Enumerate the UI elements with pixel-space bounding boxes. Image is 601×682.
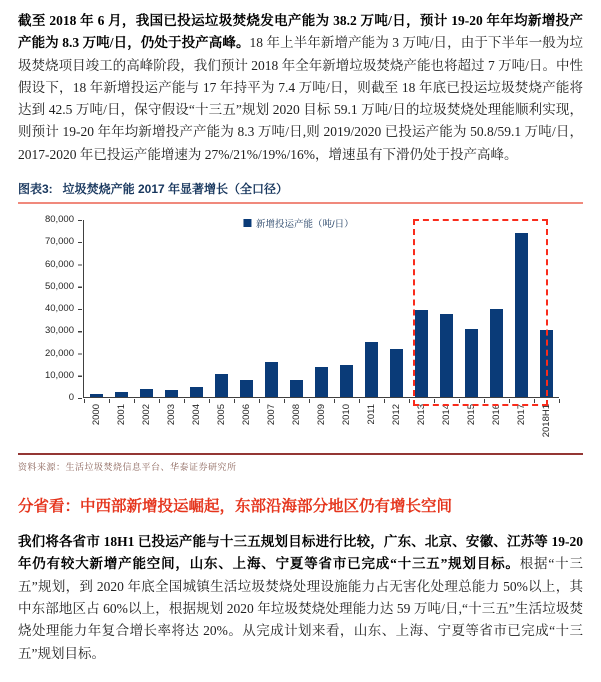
bar-2002: [140, 389, 153, 397]
x-tick: [534, 404, 559, 452]
y-tick-label: 30,000: [44, 325, 74, 337]
x-tick-label: 2014: [441, 404, 452, 426]
y-tick-label: 20,000: [44, 347, 74, 359]
capacity-bar-chart: [18, 211, 583, 444]
x-tick: [159, 404, 184, 452]
bar-2000: [90, 394, 103, 397]
y-tick-label: 70,000: [44, 236, 74, 248]
x-tick-label: 2007: [266, 404, 277, 426]
intro-paragraph: [18, 10, 583, 166]
x-tick: [284, 404, 309, 452]
legend-swatch-icon: [243, 219, 251, 227]
x-tick-label: 2003: [166, 404, 177, 426]
source-note: 资料来源：生活垃圾焚烧信息平台、华泰证券研究所: [18, 462, 237, 473]
x-tick-label: 2005: [216, 404, 227, 426]
bar-2010: [340, 365, 353, 397]
x-tick: [109, 404, 134, 452]
y-tick-label: 80,000: [44, 214, 74, 226]
x-tick: [209, 404, 234, 452]
x-tick: [509, 404, 534, 452]
y-tick-label: 10,000: [44, 369, 74, 381]
y-tick-label: 50,000: [44, 280, 74, 292]
x-tick-label: 2002: [141, 404, 152, 426]
province-paragraph: [18, 531, 583, 665]
y-tick-label: 60,000: [44, 258, 74, 270]
x-tick-label: 2006: [241, 404, 252, 426]
x-tick: [359, 404, 384, 452]
y-tick-label: 0: [68, 392, 74, 404]
x-tick: [334, 404, 359, 452]
x-tick-label: 2010: [341, 404, 352, 426]
bar-2008: [290, 380, 303, 397]
x-tick-label: 2013: [416, 404, 427, 426]
bar-2005: [215, 374, 228, 397]
x-tick: [84, 404, 109, 452]
bar-2012: [390, 349, 403, 397]
legend-label: 新增投运产能（吨/日）: [255, 219, 354, 231]
x-tick: [309, 404, 334, 452]
x-tick-label: 2018H1: [541, 404, 552, 438]
x-tick-label: 2000: [91, 404, 102, 426]
x-tick-label: 2001: [116, 404, 127, 426]
bar-2001: [115, 392, 128, 397]
x-tick-label: 2004: [191, 404, 202, 426]
x-tick: [434, 404, 459, 452]
bar-2009: [315, 367, 328, 397]
x-tick-label: 2009: [316, 404, 327, 426]
intro-paragraph-regular: 18 年上半年新增产能为 3 万吨/日，由于下半年一般为垃圾焚烧项目竣工的高峰阶段，我们预计 2018 年全年新增垃圾焚烧产能也将超过 7 万吨/日。中性假设下，18 年新增投运产能与 17 年持平为 7.4 万吨/日，则截至 18 年底已投运垃圾焚烧产能将达到 42.5 万吨/日，保守假设“十三五”规划 2020 目标 59.1 万吨/日的垃圾焚烧处理能顺利实现，则预计 19-20 年年均新增投产产能为 8.3 万吨/日,则 2019/2020 已投运产能为 50.8/59.1 万吨/日， 2017-2020 年已投运产能增速为 27%/21%/19%/16%，增速虽有下滑仍处于投产高峰。: [18, 35, 583, 162]
chart-legend: [243, 216, 354, 230]
bar-2004: [190, 387, 203, 397]
x-tick: [184, 404, 209, 452]
x-tick-label: 2017: [516, 404, 527, 426]
figure-bottom-rule: [18, 453, 583, 455]
province-paragraph-regular: 根据“十三五”规划，到 2020 年底全国城镇生活垃圾焚烧处理设施能力占无害化处理总能力 50%以上，其中东部地区占 60%以上，根据规划 2020 年垃圾焚烧处理能力达 59 万吨/日,“十三五”生活垃圾焚烧处理能力年复合增长率将达 20%。从完成计划来看，山东、上海、宁夏等省市已完成“十三五”规划目标。: [18, 556, 583, 661]
figure-caption-title: 垃圾焚烧产能 2017 年显著增长（全口径）: [62, 182, 289, 197]
bar-2011: [365, 342, 378, 397]
bar-2007: [265, 362, 278, 397]
figure-caption: [18, 180, 583, 204]
x-tick-label: 2008: [291, 404, 302, 426]
x-tick-label: 2012: [391, 404, 402, 426]
bar-2006: [240, 380, 253, 397]
y-axis-labels: [18, 214, 74, 404]
x-tick: [384, 404, 409, 452]
bar-2003: [165, 390, 178, 397]
x-tick: [409, 404, 434, 452]
plot-area: [83, 220, 559, 438]
x-tick-label: 2015: [466, 404, 477, 426]
figure-caption-label: 图表3:: [18, 182, 53, 197]
intro-paragraph-bold: 截至 2018 年 6 月，我国已投运垃圾焚烧发电产能为 38.2 万吨/日，预计 19-20 年年均新增投产产能为 8.3 万吨/日，仍处于投产高峰。: [18, 13, 583, 51]
section-heading: 分省看：中西部新增投运崛起，东部沿海部分地区仍有增长空间: [18, 498, 453, 516]
y-tick-label: 40,000: [44, 303, 74, 315]
province-paragraph-bold: 我们将各省市 18H1 已投运产能与十三五规划目标进行比较，广东、北京、安徽、江苏等 19-20 年仍有较大新增产能空间，山东、上海、宁夏等省市已完成“十三五”规划目标。: [18, 534, 583, 572]
x-tick-label: 2016: [491, 404, 502, 426]
x-tick: [234, 404, 259, 452]
x-tick: [459, 404, 484, 452]
highlight-box: [413, 219, 548, 406]
x-tick-label: 2011: [366, 404, 377, 425]
x-tick: [484, 404, 509, 452]
x-tick: [134, 404, 159, 452]
x-tick: [259, 404, 284, 452]
